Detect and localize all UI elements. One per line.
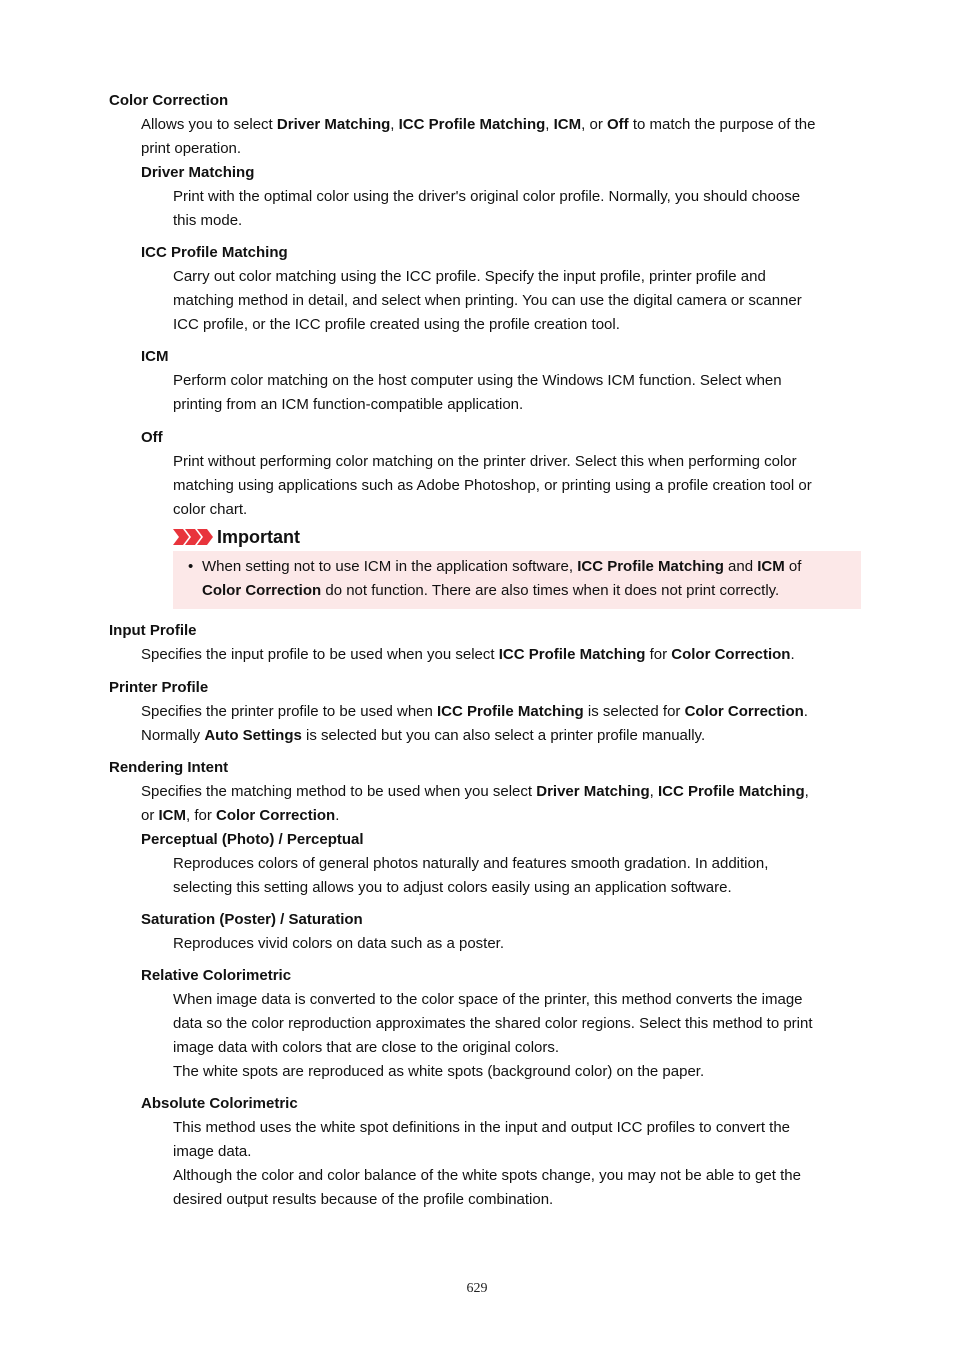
perceptual-line-2: selecting this setting allows you to adjust colors easily using an application software. [173, 879, 732, 896]
absolute-line-1: This method uses the white spot definitions in the input and output ICC profiles to convert the [173, 1119, 791, 1136]
printer-profile-desc-line-1: Specifies the printer profile to be used when ICC Profile Matching is selected for Color Correction. [141, 703, 808, 720]
relative-line-2: data so the color reproduction approximates the shared color regions. Select this method to print [173, 1015, 813, 1032]
term-off: Off [141, 429, 163, 446]
off-line-2: matching using applications such as Adobe Photoshop, or printing using a profile creation tool or [173, 477, 812, 494]
bullet: • [188, 558, 194, 575]
important-note-line-1: When setting not to use ICM in the application software, ICC Profile Matching and ICM of [202, 558, 802, 575]
icm-line-1: Perform color matching on the host computer using the Windows ICM function. Select when [173, 372, 782, 389]
driver-matching-line-1: Print with the optimal color using the driver's original color profile. Normally, you should choose [173, 188, 801, 205]
off-line-1: Print without performing color matching on the printer driver. Select this when performing color [173, 453, 797, 470]
term-printer-profile: Printer Profile [109, 679, 209, 696]
term-input-profile: Input Profile [109, 622, 197, 639]
rendering-intent-desc-line-2: or ICM, for Color Correction. [141, 807, 340, 824]
absolute-line-4: desired output results because of the profile combination. [173, 1191, 554, 1208]
input-profile-desc: Specifies the input profile to be used when you select ICC Profile Matching for Color Correction. [141, 646, 795, 663]
term-perceptual: Perceptual (Photo) / Perceptual [141, 831, 364, 848]
important-label: Important [217, 527, 300, 547]
color-correction-desc-line-2: print operation. [141, 140, 242, 157]
term-color-correction: Color Correction [109, 92, 229, 109]
icc-profile-matching-line-1: Carry out color matching using the ICC profile. Specify the input profile, printer profile and [173, 268, 766, 285]
saturation-line-1: Reproduces vivid colors on data such as a poster. [173, 935, 505, 952]
icc-profile-matching-line-2: matching method in detail, and select when printing. You can use the digital camera or scanner [173, 292, 802, 309]
term-icm: ICM [141, 348, 169, 365]
term-absolute-colorimetric: Absolute Colorimetric [141, 1095, 298, 1112]
rendering-intent-desc-line-1: Specifies the matching method to be used when you select Driver Matching, ICC Profile Matching, [141, 783, 809, 800]
important-note-box [173, 551, 861, 609]
term-driver-matching: Driver Matching [141, 164, 255, 181]
printer-profile-desc-line-2: Normally Auto Settings is selected but you can also select a printer profile manually. [141, 727, 706, 744]
term-icc-profile-matching: ICC Profile Matching [141, 244, 288, 261]
perceptual-line-1: Reproduces colors of general photos naturally and features smooth gradation. In addition, [173, 855, 769, 872]
important-note-line-2: Color Correction do not function. There are also times when it does not print correctly. [202, 582, 780, 599]
off-line-3: color chart. [173, 501, 248, 518]
relative-line-4: The white spots are reproduced as white spots (background color) on the paper. [173, 1063, 705, 1080]
color-correction-desc-line-1: Allows you to select Driver Matching, ICC Profile Matching, ICM, or Off to match the purpose of the [141, 116, 816, 133]
relative-line-1: When image data is converted to the color space of the printer, this method converts the image [173, 991, 803, 1008]
important-heading [173, 524, 300, 550]
relative-line-3: image data with colors that are close to the original colors. [173, 1039, 560, 1056]
important-chevrons-icon [173, 529, 213, 545]
term-relative-colorimetric: Relative Colorimetric [141, 967, 292, 984]
icc-profile-matching-line-3: ICC profile, or the ICC profile created using the profile creation tool. [173, 316, 620, 333]
absolute-line-2: image data. [173, 1143, 252, 1160]
absolute-line-3: Although the color and color balance of the white spots change, you may not be able to get the [173, 1167, 801, 1184]
page-number: 629 [466, 1281, 488, 1296]
term-saturation: Saturation (Poster) / Saturation [141, 911, 363, 928]
icm-line-2: printing from an ICM function-compatible application. [173, 396, 524, 413]
term-rendering-intent: Rendering Intent [109, 759, 229, 776]
driver-matching-line-2: this mode. [173, 212, 243, 229]
